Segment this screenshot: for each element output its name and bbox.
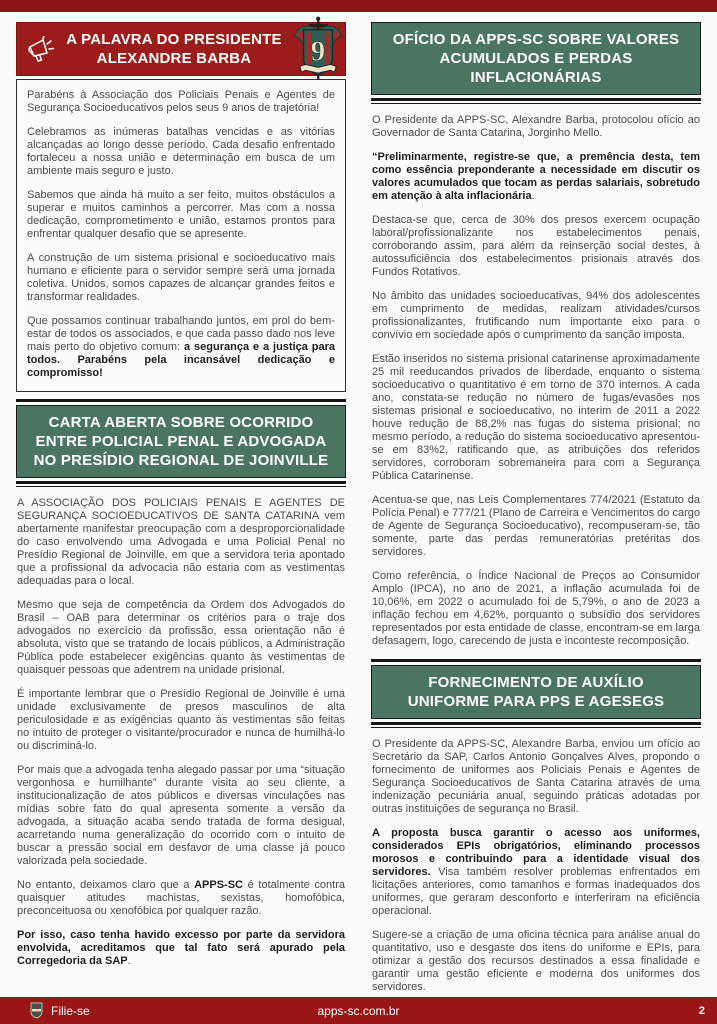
paragraph: Por isso, caso tenha havido excesso por parte da servidora envolvida, acreditamos que tal fato será apurado pela Corregedoria da SAP. <box>17 929 345 967</box>
heading-line: A PALAVRA DO PRESIDENTE <box>66 31 282 48</box>
uniform-aid-header <box>371 665 701 719</box>
heading-line: NO PRESÍDIO REGIONAL DE JOINVILLE <box>33 452 329 469</box>
heading-line: OFÍCIO DA APPS-SC SOBRE VALORES <box>392 31 680 48</box>
join-link[interactable]: Filie-se <box>51 1003 90 1018</box>
accumulated-values-header <box>371 22 701 95</box>
left-column <box>16 22 346 979</box>
uniform-aid-section <box>371 659 701 994</box>
paragraph: Sugere-se a criação de uma oficina técnica para análise anual do quantitativo, uso e desgaste dos itens do uniforme e EPIs, para otimizar a gestão dos recursos destinados a essa finalidade e garantir uma gestão eficiente e moderna dos uniformes dos servidores. <box>372 929 700 993</box>
megaphone-icon <box>26 36 56 67</box>
president-word-section <box>16 22 346 392</box>
paragraph: A ASSOCIAÇÃO DOS POLICIAIS PENAIS E AGENTES DE SEGURANÇA SOCIOEDUCATIVOS DE SANTA CATARINA vem abertamente manifestar preocupação com a desproporcionalidade do caso envolvendo uma Advogada e uma Policial Penal no Presídio Regional de Joinville, em que a servidora teria apontado que a profissional da advocacia não estaria com as vestimentas adequadas para o local. <box>17 497 345 587</box>
paragraph: É importante lembrar que o Presídio Regional de Joinville é uma unidade exclusivamente de presos masculinos de alta periculosidade e as exigências quanto às vestimentas são feitas no intuito de proteger o visitante/procurador e nunca de humilhá-lo ou discriminá-lo. <box>17 688 345 752</box>
paragraph: Destaca-se que, cerca de 30% dos presos exercem ocupação laboral/profissionalizante nos estabelecimentos penais, corroborando assim, para além da reinserção social destes, à autossuficiência dos estabelecimentos prisionais através dos Fundos Rotativos. <box>372 214 700 278</box>
paragraph: Por mais que a advogada tenha alegado passar por uma “situação vergonhosa e humilhante” durante visita ao seu cliente, a institucionalização de atos públicos e diversas vinculações nas mídias sobre fato do qual apresenta somente a versão da advogada, a situação acaba sendo tratada de forma desigual, acarretando numa generalização do ocorrido com o intuito de buscar a pressão social em desfavor de uma classe já pouco valorizada pela sociedade. <box>17 764 345 867</box>
crest-number: 9 <box>310 35 326 68</box>
heading-line: ACUMULADOS E PERDAS INFLACIONÁRIAS <box>439 50 633 86</box>
heading-line: CARTA ABERTA SOBRE OCORRIDO <box>48 414 314 431</box>
paragraph: Estão inseridos no sistema prisional catarinense aproximadamente 25 mil reeducandos privados de liberdade, enquanto o sistema socioeducativo o quantitativo é em torno de 370 internos. A cada ano, constata-se redução no número de fugas/evasões nos sistemas prisional e socioeducativo, no interim de 2011 a 2022 houve redução de 88,2% nas fugas do sistema prisional; no mesmo período, a redução do sistema socioeducativo apresentou-se em 83%2, ratificando que, as atribuições dos referidos servidores, corroboram sobremaneira para com a Segurança Pública Catarinense. <box>372 353 700 482</box>
paragraph: Que possamos continuar trabalhando juntos, em prol do bem-estar de todos os associados, e que cada passo dado nos leve mais perto do objetivo comum: a segurança e a justiça para todos. Parabéns pela incansável dedicação e compromisso! <box>27 315 335 379</box>
president-section-title <box>28 30 333 68</box>
paragraph: A construção de um sistema prisional e socioeducativo mais humano e eficiente para o servidor sempre será uma jornada coletiva. Unidos, somos capazes de alcançar grandes feitos e transformar realidades. <box>27 252 335 303</box>
heading-line: ENTRE POLICIAL PENAL E ADVOGADA <box>35 433 327 450</box>
top-accent-bar <box>0 0 717 12</box>
paragraph: A proposta busca garantir o acesso aos uniformes, considerados EPIs obrigatórios, eliminando processos morosos e contribuindo para a identidade visual dos servidores. Visa também resolver problemas enfrentados em licitações anteriores, como tamanhos e formas inadequados dos uniformes, que geraram desconforto e interferiram na eficiência operacional. <box>372 827 700 917</box>
president-section-header <box>16 22 346 76</box>
open-letter-header <box>16 405 346 478</box>
9-years-crest-logo <box>292 16 344 89</box>
paragraph: Acentua-se que, nas Leis Complementares 774/2021 (Estatuto da Polícia Penal) e 777/21 (Plano de Carreira e Vencimentos do cargo de Agente de Segurança Socioeducativo), recompuseram-se, tão somente, parte das perdas remuneratórias pretéritas dos servidores. <box>372 494 700 558</box>
paragraph: No âmbito das unidades socioeducativas, 94% dos adolescentes em cumprimento de medidas, realizam atividades/cursos profissionalizantes, frutificando num importante eixo para o convívio em sociedade após o cumprimento da sanção imposta. <box>372 290 700 341</box>
paragraph: Sabemos que ainda há muito a ser feito, muitos obstáculos a superar e muitos caminhos a percorrer. Mas com a nossa dedicação, comprometimento e união, estamos prontos para enfrentar qualquer desafio que se apresente. <box>27 189 335 240</box>
paragraph: Mesmo que seja de competência da Ordem dos Advogados do Brasil – OAB para determinar os critérios para o traje dos advogados no exercício da profissão, essa orientação não é absoluta, visto que se tratando de locais públicos, a Administração Pública pode estabelecer exigências quanto às vestimentas de quaisquer pessoas que adentrem na unidade prisional. <box>17 599 345 676</box>
divider <box>16 399 346 402</box>
open-letter-section <box>16 399 346 968</box>
accumulated-values-body <box>371 104 701 648</box>
president-message-box <box>16 79 346 392</box>
paragraph: Celebramos as inúmeras batalhas vencidas e as vitórias alcançadas ao longo desse período. Cada desafio enfrentado fortaleceu a nossa união e determinação em busca de um ambiente mais seguro e justo. <box>27 126 335 177</box>
accumulated-values-section <box>371 22 701 648</box>
heading-line: UNIFORME PARA PPS E AGESEGS <box>407 693 665 710</box>
paragraph: Parabéns à Associação dos Policiais Penais e Agentes de Segurança Socioeducativos pelos seus 9 anos de trajetória! <box>27 89 335 114</box>
footer-bar <box>0 997 717 1024</box>
paragraph: Como referência, o Índice Nacional de Preços ao Consumidor Amplo (IPCA), no ano de 2021, a inflação acumulada foi de 10,06%, em 2022 o acumulado foi de 5,79%, o ano de 2023 a inflação fechou em 4,62%, porquanto o subsídio dos servidores representados por esta entidade de classe, encontram-se em larga defasagem, logo, carecendo de justa e inconteste recomposição. <box>372 570 700 647</box>
right-column <box>371 22 701 1005</box>
paragraph: O Presidente da APPS-SC, Alexandre Barba, protocolou ofício ao Governador de Santa Catarina, Jorginho Mello. <box>372 114 700 139</box>
page-number: 2 <box>698 1004 705 1017</box>
paragraph: “Preliminarmente, registre-se que, a premência desta, tem como essência preponderante a necessidade em discutir os valores acumulados que tocam as perdas salariais, sobretudo em atenção à alta inflacionária. <box>372 151 700 202</box>
heading-line: FORNECIMENTO DE AUXÍLIO <box>428 674 644 691</box>
open-letter-body <box>16 487 346 968</box>
paragraph: No entanto, deixamos claro que a APPS-SC é totalmente contra quaisquer atitudes machistas, sexistas, homofóbica, preconceituosa ou xenofóbica por qualquer razão. <box>17 879 345 917</box>
uniform-aid-body <box>371 728 701 994</box>
divider <box>371 659 701 662</box>
paragraph: O Presidente da APPS-SC, Alexandre Barba, enviou um ofício ao Secretário da SAP, Carlos Antonio Gonçalves Alves, propondo o fornecimento de uniformes aos Policiais Penais e Agentes de Segurança Socioeducativos de Santa Catarina através de uma indenização pecuniária anual, seguindo práticas adotadas por outras instituições de segurança no Brasil. <box>372 738 700 815</box>
heading-line: ALEXANDRE BARBA <box>96 50 252 67</box>
website-link[interactable]: apps-sc.com.br <box>317 1003 400 1018</box>
